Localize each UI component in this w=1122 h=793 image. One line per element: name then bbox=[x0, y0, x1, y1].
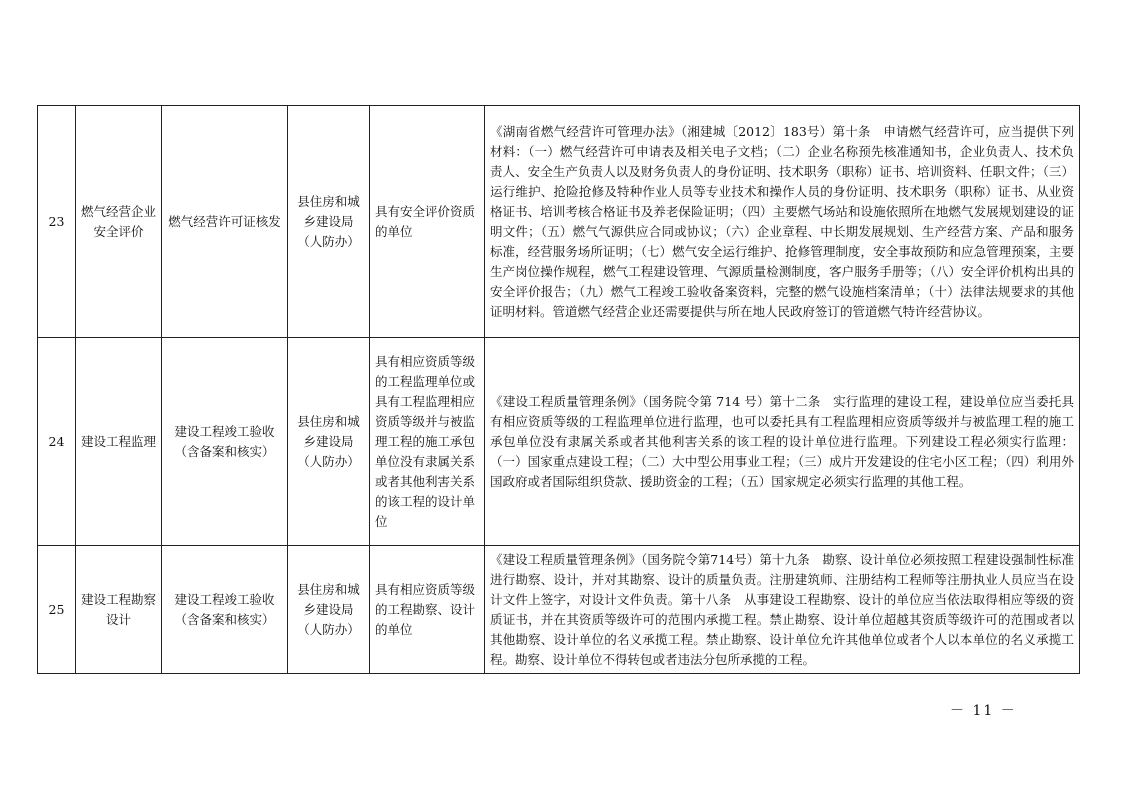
legal-basis: 《建设工程质量管理条例》（国务院令第714号）第十九条 勘察、设计单位必须按照工程建设强制性标准进行勘察、设计，并对其勘察、设计的质量负责。注册建筑师、注册结构工程师等注册执业人员应当在设计文件上签字，对设计文件负责。第十八条 从事建设工程勘察、设计的单位应当依法取得相应等级的资质证书，并在其资质等级许可的范围内承揽工程。禁止勘察、设计单位超越其资质等级许可的范围或者以其他勘察、设计单位的名义承揽工程。禁止勘察、设计单位允许其他单位或者个人以本单位的名义承揽工程。勘察、设计单位不得转包或者违法分包所承揽的工程。 bbox=[485, 546, 1080, 674]
service-items-table bbox=[37, 105, 1080, 674]
service-name: 建设工程竣工验收（含备案和核实） bbox=[162, 546, 288, 674]
item-name: 建设工程监理 bbox=[76, 338, 162, 546]
qualification: 具有相应资质等级的工程勘察、设计的单位 bbox=[370, 546, 485, 674]
row-number: 25 bbox=[38, 546, 76, 674]
department: 县住房和城乡建设局（人防办） bbox=[288, 106, 370, 338]
row-number: 24 bbox=[38, 338, 76, 546]
service-name: 建设工程竣工验收（含备案和核实） bbox=[162, 338, 288, 546]
qualification: 具有安全评价资质的单位 bbox=[370, 106, 485, 338]
qualification: 具有相应资质等级的工程监理单位或具有工程监理相应资质等级并与被监理工程的施工承包单位没有隶属关系或者其他利害关系的该工程的设计单位 bbox=[370, 338, 485, 546]
department: 县住房和城乡建设局（人防办） bbox=[288, 546, 370, 674]
legal-basis: 《建设工程质量管理条例》（国务院令第 714 号）第十二条 实行监理的建设工程，建设单位应当委托具有相应资质等级的工程监理单位进行监理，也可以委托具有工程监理相应资质等级并与被监理工程的施工承包单位没有隶属关系或者其他利害关系的该工程的设计单位进行监理。下列建设工程必须实行监理：（一）国家重点建设工程；（二）大中型公用事业工程；（三）成片开发建设的住宅小区工程；（四）利用外国政府或者国际组织贷款、援助资金的工程；（五）国家规定必须实行监理的其他工程。 bbox=[485, 338, 1080, 546]
item-name: 燃气经营企业安全评价 bbox=[76, 106, 162, 338]
item-name: 建设工程勘察设计 bbox=[76, 546, 162, 674]
table-row bbox=[38, 338, 1080, 546]
department: 县住房和城乡建设局（人防办） bbox=[288, 338, 370, 546]
page-number: － 11 － bbox=[950, 703, 1017, 719]
legal-basis: 《湖南省燃气经营许可管理办法》（湘建城〔2012〕183号）第十条 申请燃气经营许可，应当提供下列材料：（一）燃气经营许可申请表及相关电子文档；（二）企业名称预先核准通知书，企业负责人、技术负责人、安全生产负责人以及财务负责人的身份证明、技术职务（职称）证书、培训资料、任职文件；（三）运行维护、抢险抢修及特种作业人员等专业技术和操作人员的身份证明、技术职务（职称）证书、从业资格证书、培训考核合格证书及养老保险证明；（四）主要燃气场站和设施依照所在地燃气发展规划建设的证明文件；（五）燃气气源供应合同或协议；（六）企业章程、中长期发展规划、生产经营方案、产品和服务标准，经营服务场所证明；（七）燃气安全运行维护、抢修管理制度，安全事故预防和应急管理预案，主要生产岗位操作规程，燃气工程建设管理、气源质量检测制度，客户服务手册等；（八）安全评价机构出具的安全评价报告；（九）燃气工程竣工验收备案资料，完整的燃气设施档案清单；（十）法律法规要求的其他证明材料。管道燃气经营企业还需要提供与所在地人民政府签订的管道燃气特许经营协议。 bbox=[485, 106, 1080, 338]
service-name: 燃气经营许可证核发 bbox=[162, 106, 288, 338]
table-row bbox=[38, 106, 1080, 338]
row-number: 23 bbox=[38, 106, 76, 338]
table-row bbox=[38, 546, 1080, 674]
